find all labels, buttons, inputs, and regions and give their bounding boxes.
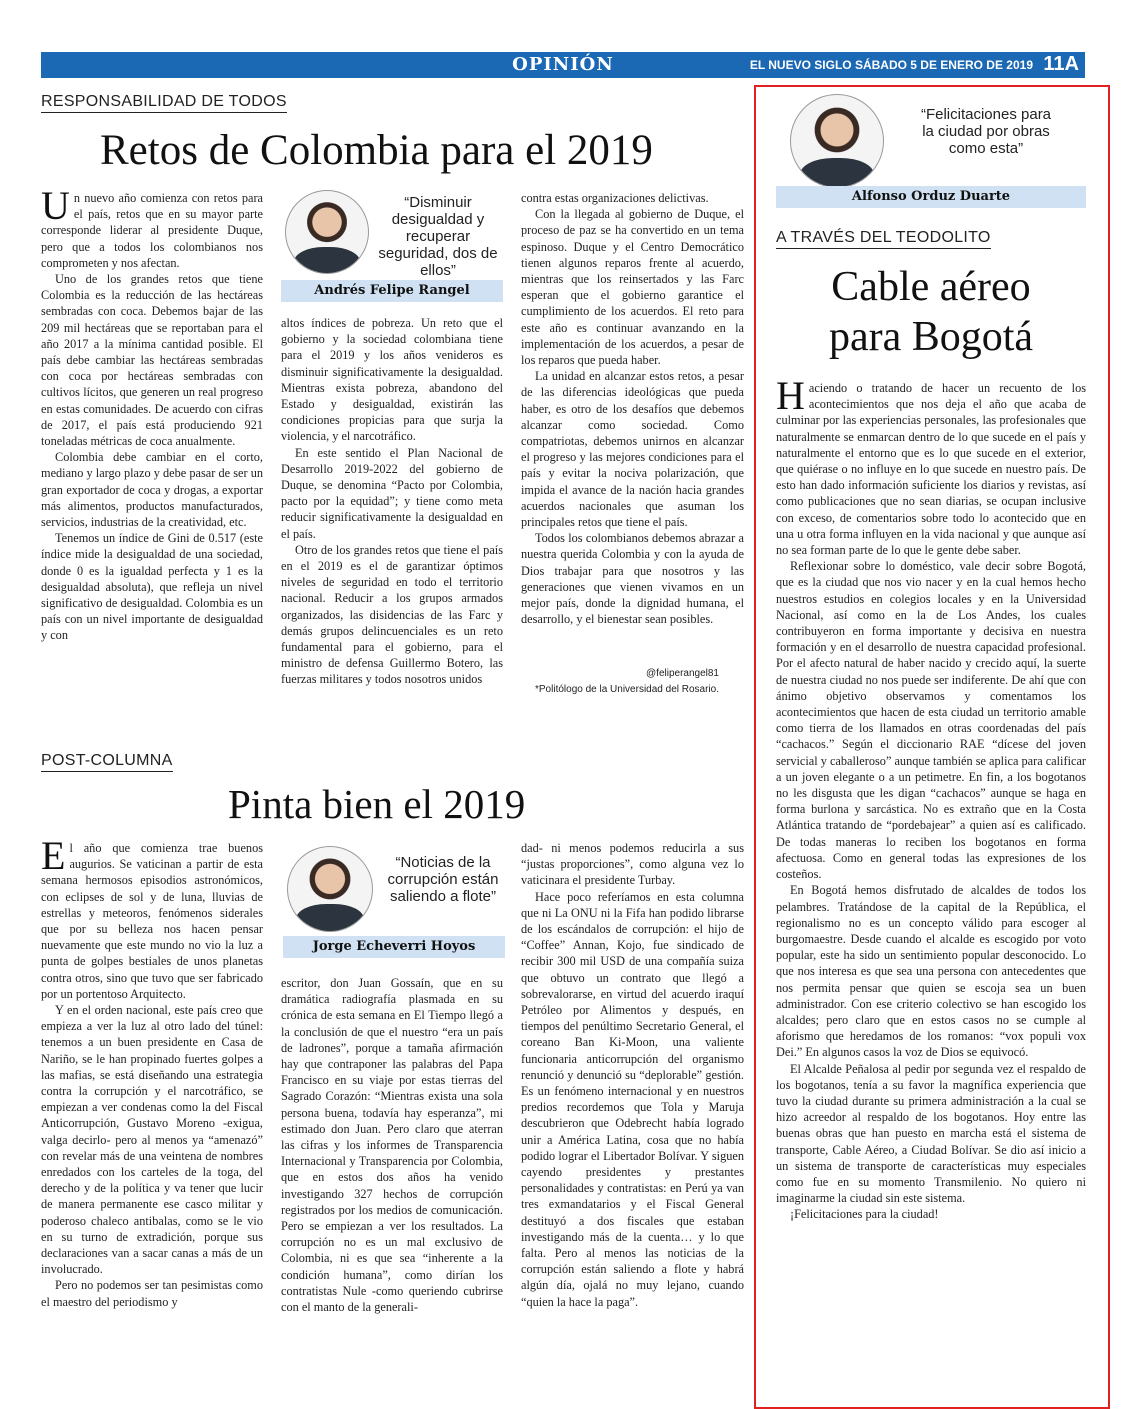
- author-photo: [285, 190, 369, 274]
- section-header-bar: [41, 52, 1085, 78]
- article3-body: Haciendo o tratando de hacer un recuento de los acontecimientos que nos deja el año que acaba de culminar por las experiencias personales, las profesionales que naturalmente se enmarcan dentro de lo que sucede en el país y naturalmente el entorno que es lo que sucede en el exterior, que quiérase o no influye en lo que sucede en nuestro país. De esto han dado información suficiente los diarios y revistas, así como publicaciones que no sean diarias, se ocupan inclusive con exceso, de comentarios sobre todo lo acontecido que en una u otra forma influyen en la vida nacional y que aunque así no sea forman parte de lo que le gente debe saber. Reflexionar sobre lo doméstico, vale decir sobre Bogotá, que es la ciudad que nos vio nacer y en la cual hemos hecho nuestros estudios en colegios locales y en la Universidad Nacional, así como en la de Los Andes, los cuales contribuyeron en forma importante y decisiva en nuestra formación y en el desarrollo de nuestra capacidad profesional. Por el afecto natural de haber nacido y crecido aquí, la suerte de nuestra ciudad no nos puede ser indiferente. De ahí que con ánimo objetivo observamos y comentamos los acontecimientos que hacen de esta ciudad un territorio amable como tierra de los llamados en otras coordenadas del país “cachacos.” Según el diccionario RAE “dícese del joven servicial y caballeroso” aunque también se aplica para calificar a un joven elegante o a un petimetre. En fin, a los bogotanos no les disgusta que les digan “cachacos” aunque se haga en forma burlona y sarcástica. No es extraño que en la Costa Atlántica tratando de “pordebajear” a quien así es calificado. De todas maneras lo reciben los bogotanos en forma afectuosa. Como en general todas las expresiones de los costeños. En Bogotá hemos disfrutado de alcaldes de todos los pelambres. Tratándose de la capital de la República, el regionalismo no es un concepto válido para escoger al burgomaestre. Desde cuando el alcalde es escogido por voto popular, este ha sido un sentimiento popular desconocido. Lo que nos interesa es que sea una persona con antecedentes que nos permita pensar que quien se escoja sea un buen administrador. Con ese criterio colectivo se han escogido los alcaldes; pero claro que en estos casos no se cumple al aforismo que heredamos de los romanos: “vox populi vox Dei.” En algunos casos la voz de Dios se equivocó. El Alcalde Peñalosa al pedir por segunda vez el respaldo de los bogotanos, tenía a su favor la magnífica experiencia que tuvo la ciudad durante su primera administración a la cual se hizo acreedor al respaldo de los bogotanos. Hoy entre las buenas obras que han puesto en marcha está el sistema de transporte, Cable Aéreo, a Ciudad Bolívar. Se dio así inicio a un sistema de transporte de características muy especiales como fue en su momento Transmilenio. No quiero ni imaginarme la ciudad sin este sistema. ¡Felicitaciones para la ciudad!: [776, 380, 1086, 1222]
- article1-title: Retos de Colombia para el 2019: [100, 127, 653, 174]
- article1-author-box: [281, 188, 503, 304]
- article1-column-1: Un nuevo año comienza con retos para el país, retos que en su mayor parte corresponde liderar al presidente Duque, pero que a todos los colombianos nos comprometen y nos afectan. Uno de los grandes retos que tiene Colombia es la reducción de las hectáreas sembradas con coca. Debemos bajar de las 209 mil hectáreas que se reportaban para el año 2017 a la mínima cantidad posible. El país debe cambiar las hectáreas sembradas con coca por hectáreas sembradas con cultivos lícitos, que generen un real progreso en estas comunidades. De acuerdo con cifras de 2017, el país está produciendo 921 toneladas métricas de coca anualmente. Colombia debe cambiar en el corto, mediano y largo plazo y debe pasar de ser un gran exportador de coca y drogas, a exportar más alimentos, productos manufacturados, servicios, industrias de la creatividad, etc. Tenemos un índice de Gini de 0.517 (este índice mide la desigualdad de una sociedad, donde 0 es la igualdad perfecta y 1 es la desigualdad absoluta), que refleja un nivel significativo de desigualdad. Colombia es un país con un nivel importante de desigualdad y con: [41, 190, 263, 643]
- article3-title-line1: Cable aéreo: [831, 264, 1031, 310]
- article3-title-line2: para Bogotá: [828, 314, 1034, 360]
- article1-column-2: altos índices de pobreza. Un reto que el gobierno y la sociedad colombiana tiene para el 2019 y los años venideros es disminuir significativamente la desigualdad. Mientras exista pobreza, abandono del Estado y desigualdad, existirán las condiciones propicias para que surja la violencia, y el narcotráfico. En este sentido el Plan Nacional de Desarrollo 2019-2022 del gobierno de Duque, se denomina “Pacto por Colombia, pacto por la equidad”; y tiene como meta reducir significativamente la desigualdad en el país. Otro de los grandes retos que tiene el país en el 2019 es el de garantizar óptimos niveles de seguridad en todo el territorio nacional. Reducir a los grupos armados organizados, las disidencias de las Farc y demás grupos delincuenciales es un reto fundamental para el gobierno, para el ministro de defensa Guillermo Botero, las fuerzas militares y todos nosotros unidos: [281, 316, 503, 687]
- author-name: Alfonso Orduz Duarte: [776, 186, 1086, 208]
- article2-title: Pinta bien el 2019: [228, 781, 526, 827]
- newspaper-date: EL NUEVO SIGLO SÁBADO 5 DE ENERO DE 2019: [749, 58, 1033, 72]
- author-name: Jorge Echeverri Hoyos: [283, 936, 505, 958]
- article2-kicker: POST-COLUMNA: [41, 752, 173, 772]
- dropcap: U: [41, 190, 70, 228]
- article3-title: [776, 262, 1086, 362]
- article1-kicker: RESPONSABILIDAD DE TODOS: [41, 93, 287, 113]
- article2-column-3: dad- ni menos podemos reducirla a sus “justas proporciones”, como alguna vez lo vaticinara el presidente Turbay. Hace poco referíamos en esta columna que ni La ONU ni la Fifa han podido librarse de los escándalos de corrupción: el hijo de “Coffee” Annan, Kojo, fue sindicado de recibir 300 mil USD de una compañía suiza que obtuvo un contrato que llegó a sobrevalorarse, en virtud del acuerdo iraquí Petróleo por Alimentos y después, en tiempos del penúltimo Secretario General, el coreano Ban Ki-Moon, una valiente funcionaria anticorrupción del organismo renunció y denunció su “deplorable” gestión. Es un fenómeno internacional y en nuestros predios recordemos que Tola y Maruja descubrieron que Odebrecht había logrado unir a América Latina, cosa que no había podido lograr el Libertador Bolívar. Y siguen cayendo presidentes y prestantes personalidades y contratistas: en Perú ya van tres exmandatarios y el Fiscal General destituyó a dos fiscales que estaban investigando más de la cuenta… y lo que falta. Pero al menos las noticias de la corrupción están saliendo a flote y habrá algún día, ojalá no muy lejano, cuando “quien la hace la paga”.: [521, 841, 744, 1309]
- article1-column-3: contra estas organizaciones delictivas. Con la llegada al gobierno de Duque, el proceso de paz se ha convertido en un tema espinoso. Duque y el Centro Democrático tienen algunos reparos frente al acuerdo, mientras que los reinsertados y las Farc esperan que el gobierno garantice el cumplimiento de los acuerdos. El reto para este año es continuar avanzando en la implementación de los acuerdos, a pesar de los reparos que pueda haber. La unidad en alcanzar estos retos, a pesar de las diferencias ideológicas que pueda haber, es otro de los desafíos que debemos alcanzar como sociedad. Como compatriotas, debemos unirnos en alcanzar el progreso y las mejores condiciones para el país y evitar la nociva polarización, que impida el avance de la nación hacia grandes acuerdos nacionales que asuman los principales retos que tiene el país. Todos los colombianos debemos abrazar a nuestra querida Colombia y con la ayuda de Dios trabajar para que nosotros y las generaciones que vienen vivamos en un mejor país, donde la dignidad humana, el desarrollo, y el bienestar sean posibles.: [521, 191, 744, 627]
- article3-author-box: [776, 92, 1086, 210]
- article2-column-2: escritor, don Juan Gossaín, que en su dramática radiografía plasmada en su crónica de esta semana en El Tiempo llegó a la conclusión de que el nuestro “era un país de ladrones”, porque a tamaña afirmación hay que contraponer las palabras del Papa Francisco en su viaje por estas tierras del Sagrado Corazón: “Mientras exista una sola persona buena, todavía hay esperanza”, mi estimado don Juan. Pero claro que aterran las cifras y los informes de Transparencia Internacional y Transparencia por Colombia, que en estos dos años ha venido investigando 327 hechos de corrupción registrados por los medios de comunicación. Pero se empiezan a ver los resultados. La corrupción no es un mal exclusivo de Colombia, ni es que sea “inherente a la condición humana”, como dirían los contratistas Nule -como queriendo cubrirse con el manto de la generali-: [281, 976, 503, 1315]
- author-handle: @feliperangel81: [646, 668, 719, 679]
- author-name: Andrés Felipe Rangel: [281, 280, 503, 302]
- section-title: OPINIÓN: [512, 54, 614, 75]
- article2-column-1: El año que comienza trae buenos augurios. Se vaticinan a partir de esta semana hermosos episodios astronómicos, con eclipses de sol y de luna, lluvias de estrellas y meteoros, fenómenos siderales que por su belleza nos hacen pensar nuevamente que este mundo no vio la luz a punta de golpes bestiales de unos planetas contra otros, sino que tuvo que ser fabricado por un portentoso Arquitecto. Y en el orden nacional, este país creo que empieza a ver la luz al otro lado del túnel: tenemos a un buen presidente en Casa de Nariño, se le han propinado fuertes golpes a las mafias, se está diseñando una estrategia contra la corrupción y el narcotráfico, se empiezan a ver condenas como la del Fiscal Anticorrupción, Gustavo Moreno -exigua, valga decirlo- pero al menos ya “amenazó” con revelar más de una veintena de nombres enredados con los carteles de la toga, del derecho y de la política y va tener que lucir de manera permanente ese casco militar y poderoso chaleco antibalas, como se le vio en su turno de extradición, porque sus declaraciones van a sacar canas a más de un involucrado. Pero no podemos ser tan pesimistas como el maestro del periodismo y: [41, 840, 263, 1309]
- author-quote: “Noticias de la corrupción están saliendo a flote”: [387, 854, 499, 905]
- author-photo: [790, 94, 884, 188]
- author-bio: *Politólogo de la Universidad del Rosario.: [535, 684, 719, 695]
- author-photo: [287, 846, 373, 932]
- article2-author-box: [283, 842, 505, 960]
- dropcap: E: [41, 840, 66, 878]
- author-quote: “Felicitaciones para la ciudad por obras como esta”: [920, 106, 1052, 157]
- article3-kicker: A TRAVÉS DEL TEODOLITO: [776, 229, 991, 249]
- author-quote: “Disminuir desigualdad y recuperar seguridad, dos de ellos”: [378, 194, 498, 279]
- page-number: 11A: [1043, 53, 1079, 75]
- dropcap: H: [776, 380, 805, 418]
